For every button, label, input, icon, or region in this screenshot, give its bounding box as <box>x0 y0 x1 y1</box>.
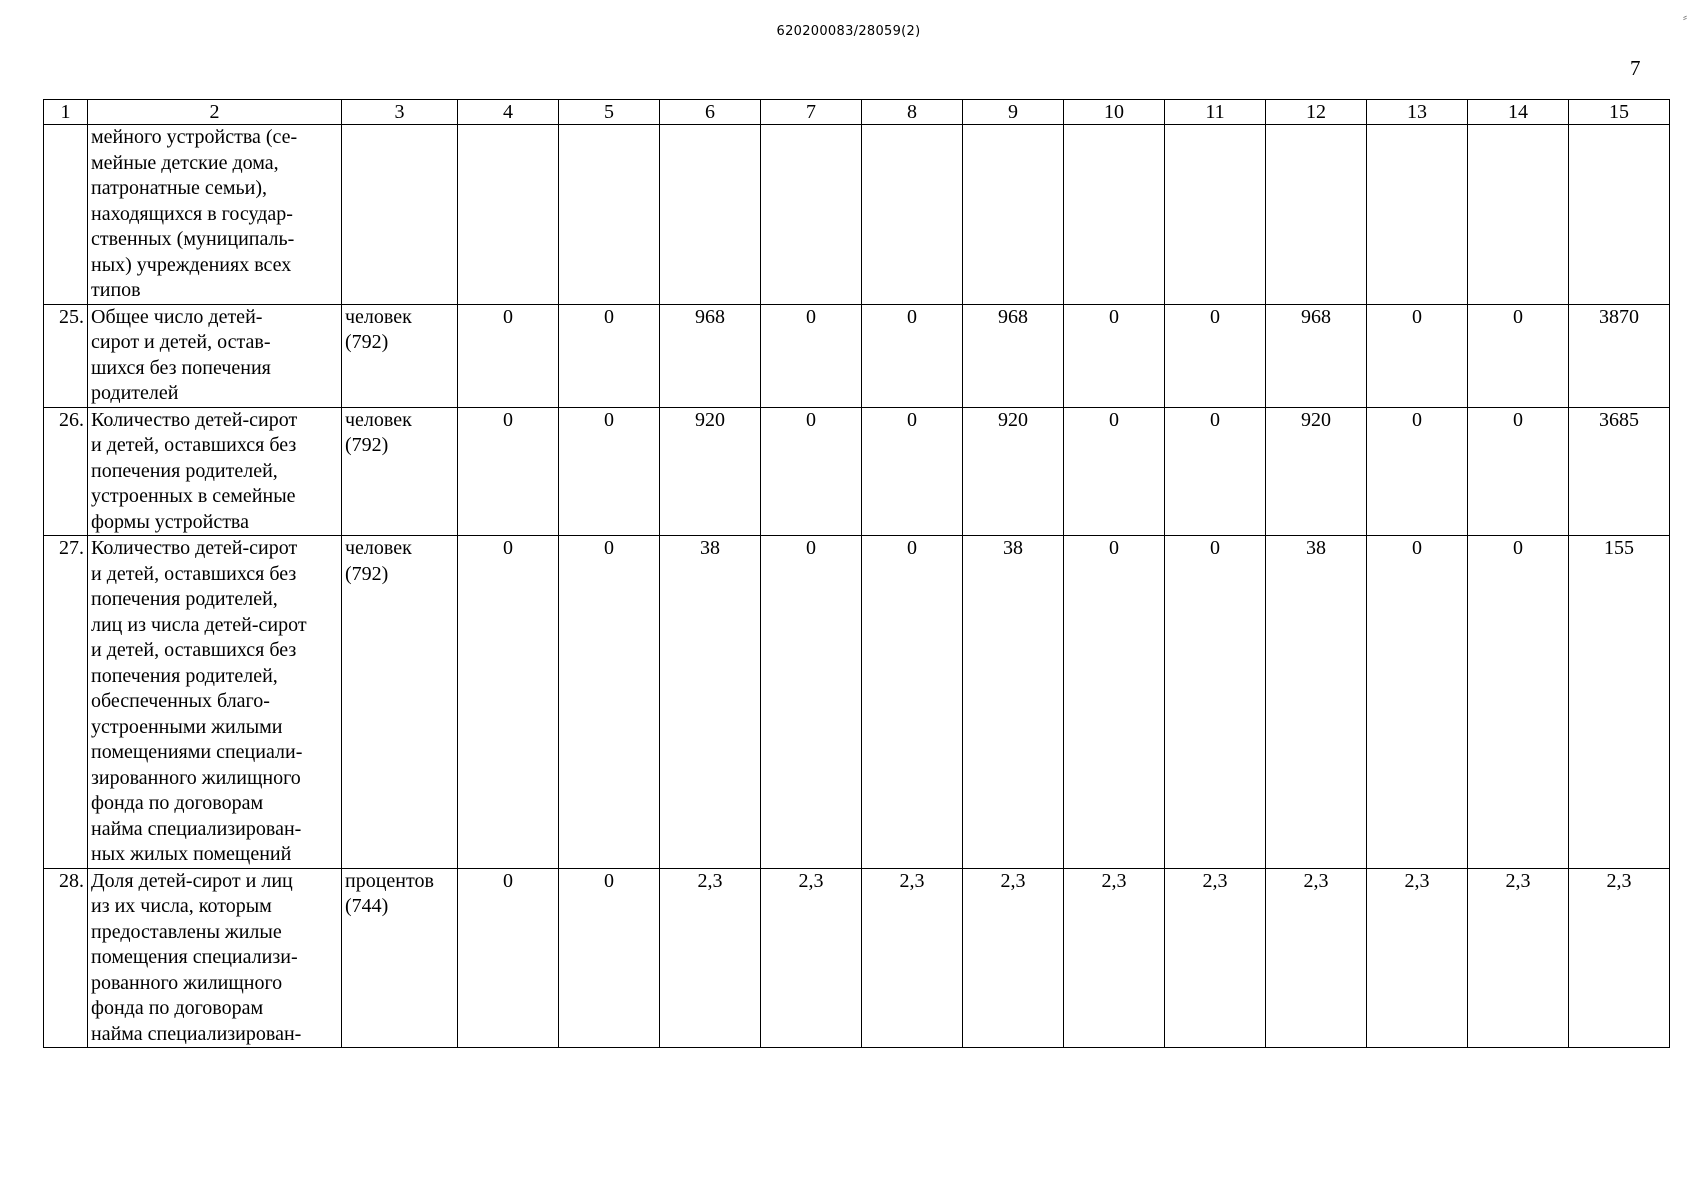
table-row <box>44 407 1670 536</box>
value-cell-col-6: 2,3 <box>660 868 761 1048</box>
indicator-name <box>88 304 342 407</box>
value-cell-col-10: 0 <box>1064 407 1165 536</box>
column-header-1: 1 <box>44 100 88 125</box>
value-cell-col-4 <box>458 125 559 305</box>
unit-line: человек <box>345 408 412 431</box>
indicator-name-line: Доля детей-сирот и лиц <box>91 869 293 892</box>
value-cell-col-4: 0 <box>458 868 559 1048</box>
row-number: 27. <box>44 536 88 869</box>
table-row <box>44 304 1670 407</box>
indicator-name-line: и детей, оставшихся без <box>91 434 297 456</box>
table-body <box>44 125 1670 1048</box>
value-cell-col-9 <box>963 125 1064 305</box>
value-cell-col-11 <box>1165 125 1266 305</box>
indicator-name-line: и детей, оставшихся без <box>91 639 297 661</box>
value-cell-col-9: 968 <box>963 304 1064 407</box>
value-cell-col-9: 2,3 <box>963 868 1064 1048</box>
indicator-name-line: попечения родителей, <box>91 664 278 687</box>
value-cell-col-12: 920 <box>1266 407 1367 536</box>
indicator-name-line: и детей, оставшихся без <box>91 562 297 585</box>
indicator-name-line: фонда по договорам <box>91 792 264 814</box>
column-header-4: 4 <box>458 100 559 125</box>
value-cell-col-5: 0 <box>559 868 660 1048</box>
indicator-name-line: родителей <box>91 382 179 404</box>
row-number: 26. <box>44 407 88 536</box>
table-row <box>44 125 1670 305</box>
unit-line: человек <box>345 305 412 328</box>
column-header-9: 9 <box>963 100 1064 125</box>
value-cell-col-14: 0 <box>1468 304 1569 407</box>
value-cell-col-11: 0 <box>1165 407 1266 536</box>
column-header-7: 7 <box>761 100 862 125</box>
value-cell-col-10: 0 <box>1064 304 1165 407</box>
unit-line: (792) <box>345 331 389 353</box>
column-header-12: 12 <box>1266 100 1367 125</box>
column-header-8: 8 <box>862 100 963 125</box>
indicator-name-line: типов <box>91 279 141 301</box>
value-cell-col-12: 2,3 <box>1266 868 1367 1048</box>
column-header-14: 14 <box>1468 100 1569 125</box>
value-cell-col-7: 0 <box>761 304 862 407</box>
value-cell-col-11: 0 <box>1165 536 1266 869</box>
value-cell-col-15 <box>1569 125 1670 305</box>
indicator-name-line: предоставлены жилые <box>91 920 282 943</box>
indicator-name-line: сирот и детей, остав- <box>91 331 271 353</box>
value-cell-col-12: 38 <box>1266 536 1367 869</box>
indicator-name-line: Общее число детей- <box>91 305 263 328</box>
indicator-name <box>88 868 342 1048</box>
indicator-name-line: попечения родителей, <box>91 459 278 482</box>
indicator-name-line: зированного жилищного <box>91 766 301 789</box>
column-header-10: 10 <box>1064 100 1165 125</box>
value-cell-col-13: 0 <box>1367 304 1468 407</box>
page-number: 7 <box>1630 56 1641 80</box>
value-cell-col-15: 155 <box>1569 536 1670 869</box>
column-header-2: 2 <box>88 100 342 125</box>
value-cell-col-11: 0 <box>1165 304 1266 407</box>
value-cell-col-9: 920 <box>963 407 1064 536</box>
column-header-5: 5 <box>559 100 660 125</box>
value-cell-col-14: 2,3 <box>1468 868 1569 1048</box>
indicator-name-line: мейного устройства (се- <box>91 126 298 148</box>
unit-of-measure <box>342 536 458 869</box>
value-cell-col-4: 0 <box>458 407 559 536</box>
unit-of-measure <box>342 125 458 305</box>
indicator-name-line: найма специализирован- <box>91 817 302 840</box>
unit-line: (792) <box>345 562 389 585</box>
value-cell-col-5 <box>559 125 660 305</box>
value-cell-col-15: 3685 <box>1569 407 1670 536</box>
row-number <box>44 125 88 305</box>
indicator-name-line: из их числа, которым <box>91 895 272 917</box>
indicator-name-line: устроенных в семейные <box>91 485 296 507</box>
value-cell-col-13: 0 <box>1367 407 1468 536</box>
unit-line: процентов <box>345 869 434 892</box>
value-cell-col-13: 0 <box>1367 536 1468 869</box>
indicator-name-line: Количество детей-сирот <box>91 537 298 559</box>
unit-of-measure <box>342 304 458 407</box>
value-cell-col-8: 2,3 <box>862 868 963 1048</box>
value-cell-col-11: 2,3 <box>1165 868 1266 1048</box>
scan-artifact-icon: ⸗ <box>1683 10 1687 24</box>
data-table <box>43 99 1670 1048</box>
value-cell-col-5: 0 <box>559 536 660 869</box>
indicator-name-line: рованного жилищного <box>91 971 283 994</box>
row-number: 25. <box>44 304 88 407</box>
indicator-name-line: помещениями специали- <box>91 741 303 763</box>
table-row <box>44 536 1670 869</box>
unit-of-measure <box>342 407 458 536</box>
value-cell-col-5: 0 <box>559 407 660 536</box>
value-cell-col-12 <box>1266 125 1367 305</box>
value-cell-col-10: 2,3 <box>1064 868 1165 1048</box>
value-cell-col-14: 0 <box>1468 407 1569 536</box>
indicator-name-line: мейные детские дома, <box>91 151 279 174</box>
value-cell-col-5: 0 <box>559 304 660 407</box>
value-cell-col-15: 2,3 <box>1569 868 1670 1048</box>
indicator-name-line: устроенными жилыми <box>91 715 283 738</box>
header-row <box>44 100 1670 125</box>
indicator-name-line: ных) учреждениях всех <box>91 253 292 276</box>
indicator-name-line: обеспеченных благо- <box>91 690 270 712</box>
value-cell-col-6: 968 <box>660 304 761 407</box>
value-cell-col-10 <box>1064 125 1165 305</box>
indicator-name-line: фонда по договорам <box>91 997 264 1019</box>
indicator-name-line: патронатные семьи), <box>91 177 268 199</box>
indicator-name-line: попечения родителей, <box>91 588 278 610</box>
column-header-11: 11 <box>1165 100 1266 125</box>
value-cell-col-8: 0 <box>862 304 963 407</box>
value-cell-col-7: 0 <box>761 536 862 869</box>
indicator-name-line: ных жилых помещений <box>91 843 292 865</box>
indicator-name-line: формы устройства <box>91 510 249 533</box>
document-code: 620200083/28059(2) <box>776 24 921 39</box>
value-cell-col-8: 0 <box>862 407 963 536</box>
unit-of-measure <box>342 868 458 1048</box>
table-header <box>44 100 1670 125</box>
column-header-6: 6 <box>660 100 761 125</box>
value-cell-col-6 <box>660 125 761 305</box>
indicator-name <box>88 407 342 536</box>
unit-line: (744) <box>345 895 389 917</box>
value-cell-col-6: 920 <box>660 407 761 536</box>
value-cell-col-7 <box>761 125 862 305</box>
value-cell-col-15: 3870 <box>1569 304 1670 407</box>
value-cell-col-10: 0 <box>1064 536 1165 869</box>
indicator-name-line: находящихся в государ- <box>91 202 293 225</box>
column-header-13: 13 <box>1367 100 1468 125</box>
table-row <box>44 868 1670 1048</box>
value-cell-col-6: 38 <box>660 536 761 869</box>
indicator-name-line: Количество детей-сирот <box>91 408 298 431</box>
value-cell-col-4: 0 <box>458 304 559 407</box>
unit-line: (792) <box>345 434 389 456</box>
indicator-name <box>88 536 342 869</box>
indicator-name-line: ственных (муниципаль- <box>91 228 295 250</box>
value-cell-col-8: 0 <box>862 536 963 869</box>
value-cell-col-14: 0 <box>1468 536 1569 869</box>
unit-line: человек <box>345 537 412 559</box>
indicator-name-line: шихся без попечения <box>91 356 271 379</box>
value-cell-col-4: 0 <box>458 536 559 869</box>
value-cell-col-13 <box>1367 125 1468 305</box>
value-cell-col-12: 968 <box>1266 304 1367 407</box>
row-number: 28. <box>44 868 88 1048</box>
value-cell-col-9: 38 <box>963 536 1064 869</box>
value-cell-col-8 <box>862 125 963 305</box>
value-cell-col-7: 0 <box>761 407 862 536</box>
column-header-15: 15 <box>1569 100 1670 125</box>
indicator-name-line: помещения специализи- <box>91 946 298 968</box>
indicator-name-line: найма специализирован- <box>91 1022 302 1045</box>
value-cell-col-13: 2,3 <box>1367 868 1468 1048</box>
value-cell-col-7: 2,3 <box>761 868 862 1048</box>
value-cell-col-14 <box>1468 125 1569 305</box>
indicator-name <box>88 125 342 305</box>
column-header-3: 3 <box>342 100 458 125</box>
indicator-name-line: лиц из числа детей-сирот <box>91 613 307 636</box>
